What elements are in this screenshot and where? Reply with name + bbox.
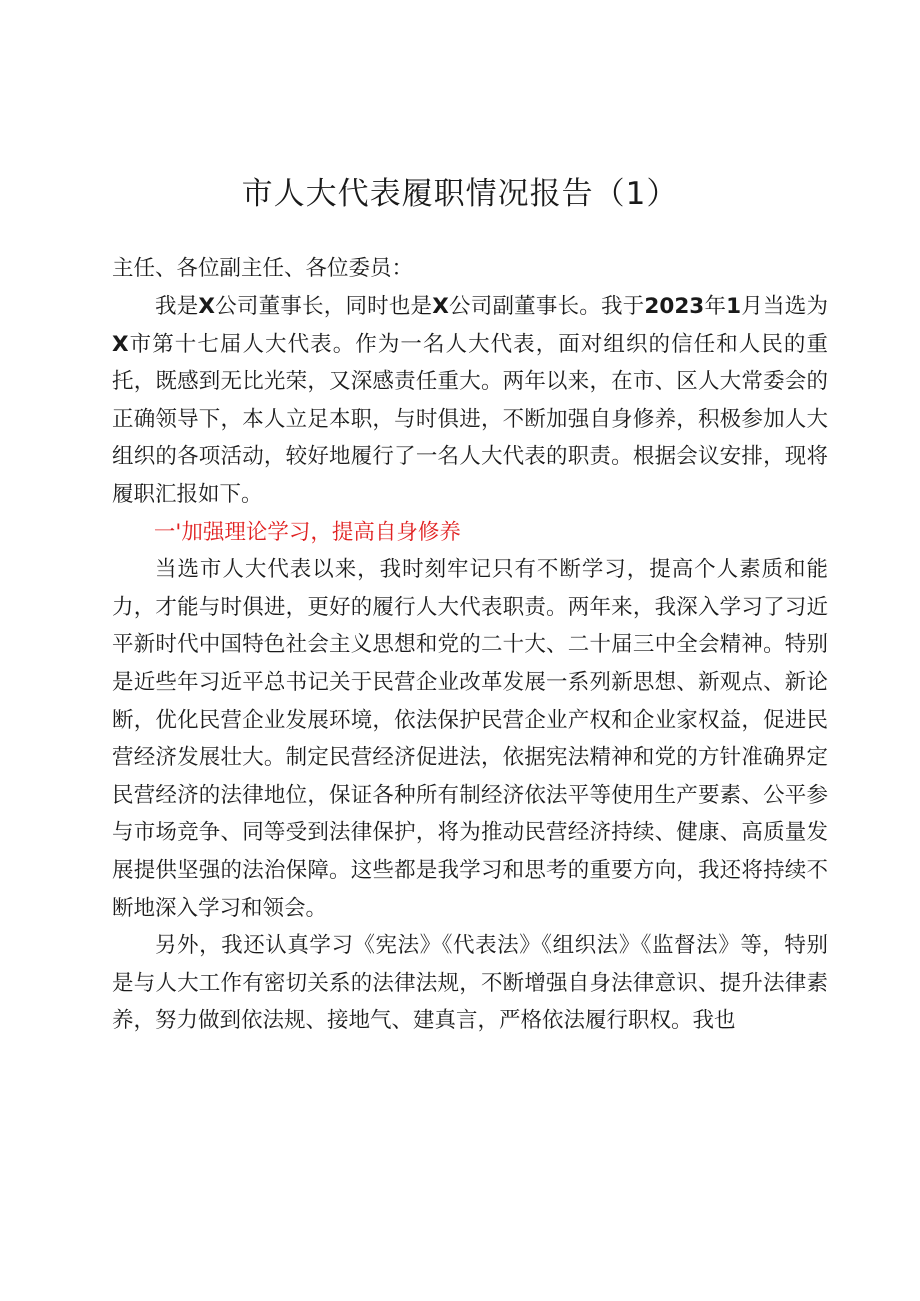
intro-company-x-1: X <box>198 294 215 319</box>
section-1-paragraph-2: 另外，我还认真学习《宪法》《代表法》《组织法》《监督法》等，特别是与人大工作有密切关系的法律法规，不断增强自身法律意识、提升法律素养，努力做到依法规、接地气、建真言，严格依法履行职权。我也 <box>112 933 828 1034</box>
intro-company-x-2: X <box>432 294 449 319</box>
salutation: 主任、各位副主任、各位委员： <box>112 256 414 281</box>
intro-paragraph <box>112 288 828 514</box>
section-1-heading: 一'加强理论学习，提高自身修养 <box>153 519 461 545</box>
intro-text-6: 市第十七届人大代表。作为一名人大代表，面对组织的信任和人民的重托，既感到无比光荣，又深感责任重大。两年以来，在市、区人大常委会的正确领导下，本人立足本职，与时俱进，不断加强自身修养，积极参加人大组织的各项活动，较好地履行了一名人大代表的职责。根据会议安排，现将履职汇报如下。 <box>112 331 828 507</box>
intro-year: 2023 <box>644 294 705 319</box>
document-body <box>112 288 828 1040</box>
intro-text-5: 月当选为 <box>741 294 828 319</box>
intro-text-2: 公司董事长，同时也是 <box>215 294 433 319</box>
intro-city-x: X <box>112 331 129 357</box>
intro-text-3: 公司副董事长。我于 <box>448 294 645 319</box>
intro-month: 1 <box>726 294 742 319</box>
intro-text-1: 我是 <box>155 294 199 319</box>
section-1-paragraph-1: 当选市人大代表以来，我时刻牢记只有不断学习，提高个人素质和能力，才能与时俱进，更好的履行人大代表职责。两年来，我深入学习了习近平新时代中国特色社会主义思想和党的二十大、二十届三中全会精神。特别是近些年习近平总书记关于民营企业改革发展一系列新思想、新观点、新论断，优化民营企业发展环境，依法保护民营企业产权和企业家权益，促进民营经济发展壮大。制定民营经济促进法，依据宪法精神和党的方针准确界定民营经济的法律地位，保证各种所有制经济依法平等使用生产要素、公平参与市场竞争、同等受到法律保护，将为推动民营经济持续、健康、高质量发展提供坚强的法治保障。这些都是我学习和思考的重要方向，我还将持续不断地深入学习和领会。 <box>112 557 828 921</box>
intro-text-4: 年 <box>704 294 727 319</box>
document-title: 市人大代表履职情况报告（1） <box>241 176 679 212</box>
